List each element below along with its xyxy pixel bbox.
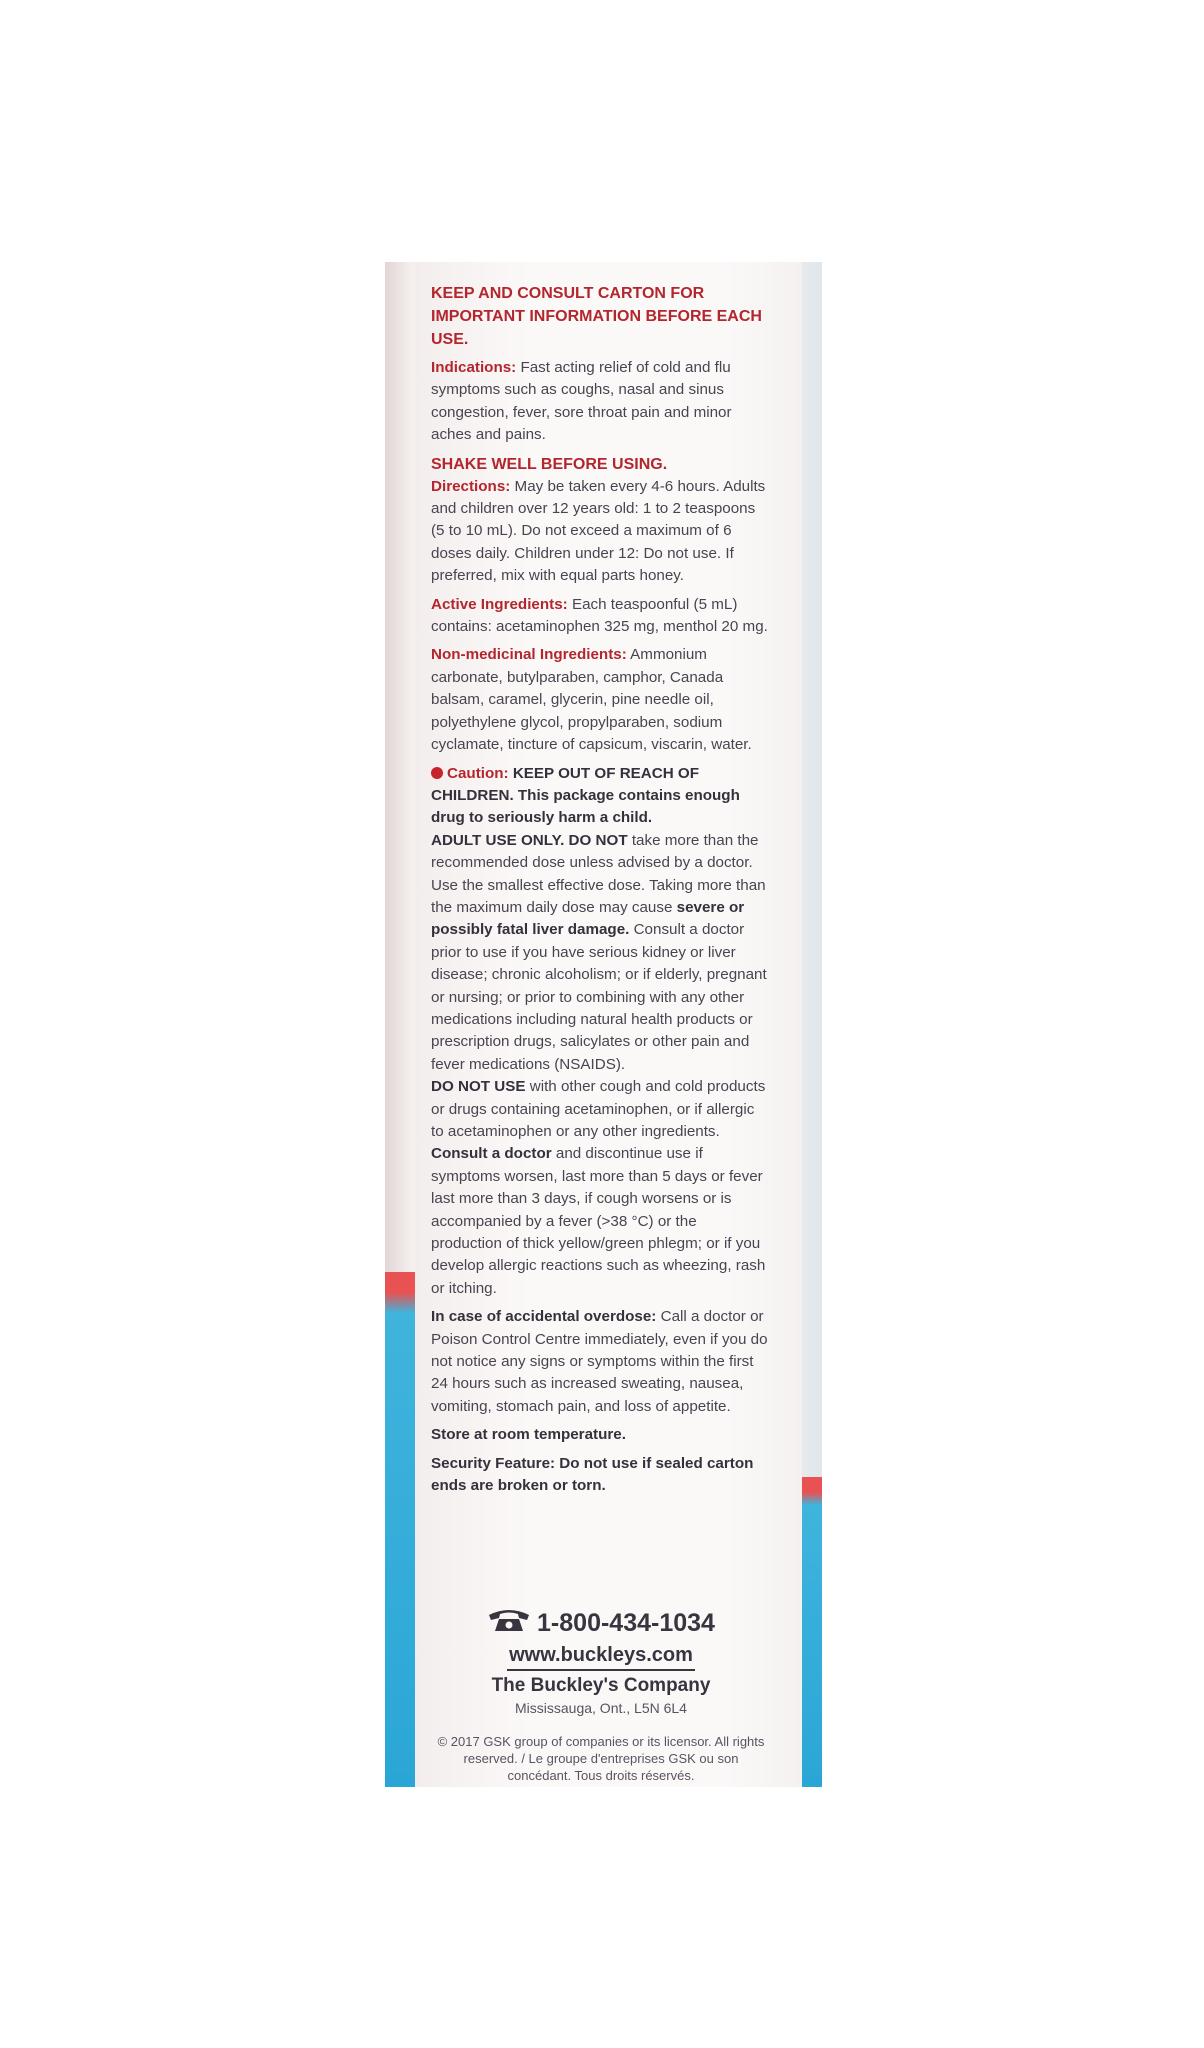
keep-consult-heading: KEEP AND CONSULT CARTON FOR IMPORTANT INFORMATION BEFORE EACH USE. (431, 285, 762, 348)
consult-doctor-text: and discontinue use if symptoms worsen, last more than 5 days or fever last more than 3 days, if cough worsens or is accompanied by a fever (>38 °C) or the production of thick yellow/green phlegm; or if you develop allergic reactions such as wheezing, rash or itching. (431, 1145, 766, 1297)
telephone-icon (487, 1607, 531, 1641)
company-name: The Buckley's Company (491, 1675, 711, 1697)
adult-use-section (431, 830, 771, 1076)
carton-right-edge (800, 1477, 822, 1787)
indications-text: Fast acting relief of cold and flu symptoms such as coughs, nasal and sinus congestion, fever, sore throat pain and minor aches and pains. (431, 359, 732, 444)
do-not-use-section (431, 1076, 771, 1143)
do-not-use-text: with other cough and cold products or drugs containing acetaminophen, or if allergic to acetaminophen or any other ingredients. (431, 1078, 766, 1140)
overdose-label: In case of accidental overdose: (431, 1308, 657, 1326)
liver-damage-warning: severe or possibly fatal liver damage. (431, 898, 745, 939)
carton-side-panel (385, 262, 822, 1787)
non-medicinal-label: Non-medicinal Ingredients: (431, 646, 627, 664)
consult-doctor-label: Consult a doctor (431, 1145, 552, 1163)
directions-text: May be taken every 4-6 hours. Adults and children over 12 years old: 1 to 2 teaspoons (5 to 10 mL). Do not exceed a maximum of 6 doses daily. Children under 12: Do not use. If preferred, mix with equal parts honey. (431, 477, 766, 585)
carton-left-edge (385, 1272, 415, 1787)
non-medicinal-text: Ammonium carbonate, butylparaben, camphor, Canada balsam, caramel, glycerin, pine needle oil, polyethylene glycol, propylparaben, sodium cyclamate, tincture of capsicum, viscarin, water. (431, 646, 752, 754)
adult-use-label: ADULT USE ONLY. DO NOT (431, 831, 628, 849)
adult-use-text-2: Consult a doctor prior to use if you have serious kidney or liver disease; chronic alcoholism; or if elderly, pregnant or nursing; or prior to combining with any other medications including natural health products or prescription drugs, salicylates or other pain and fever medications (NSAIDS). (431, 921, 767, 1073)
caution-dot-icon (431, 767, 443, 779)
active-ingredients-section (431, 594, 771, 639)
storage-note: Store at room temperature. (431, 1426, 626, 1444)
indications-label: Indications: (431, 359, 517, 376)
security-note: Security Feature: Do not use if sealed carton ends are broken or torn. (431, 1454, 754, 1495)
company-address: Mississauga, Ont., L5N 6L4 (515, 1700, 687, 1717)
caution-text: KEEP OUT OF REACH OF CHILDREN. This package contains enough drug to seriously harm a child. (431, 764, 740, 827)
consult-doctor-section (431, 1143, 771, 1300)
copyright-notice: © 2017 GSK group of companies or its licensor. All rights reserved. / Le groupe d'entreprises GSK ou son concédant. Tous droits réservés. (437, 1734, 765, 1784)
overdose-text: Call a doctor or Poison Control Centre immediately, even if you do not notice any signs or symptoms within the first 24 hours such as increased sweating, nausea, vomiting, stomach pain, and loss of appetite. (431, 1308, 768, 1415)
indications-section (431, 357, 771, 447)
directions-section (431, 476, 771, 588)
shake-well-heading: SHAKE WELL BEFORE USING. (431, 455, 668, 473)
phone-row (431, 1607, 771, 1641)
active-ingredients-label: Active Ingredients: (431, 595, 568, 613)
contact-block (431, 1607, 771, 1784)
caution-label: Caution: (447, 764, 509, 782)
do-not-use-label: DO NOT USE (431, 1078, 526, 1096)
phone-number[interactable]: 1-800-434-1034 (537, 1609, 715, 1637)
overdose-section (431, 1306, 771, 1418)
label-text (431, 282, 771, 1504)
active-ingredients-text: Each teaspoonful (5 mL) contains: acetaminophen 325 mg, menthol 20 mg. (431, 595, 768, 636)
website-link[interactable]: www.buckleys.com (507, 1641, 695, 1671)
caution-section (431, 763, 771, 830)
adult-use-text-1: take more than the recommended dose unless advised by a doctor. Use the smallest effective dose. Taking more than the maximum daily dose may cause (431, 831, 766, 916)
directions-label: Directions: (431, 477, 511, 495)
non-medicinal-section (431, 644, 771, 756)
